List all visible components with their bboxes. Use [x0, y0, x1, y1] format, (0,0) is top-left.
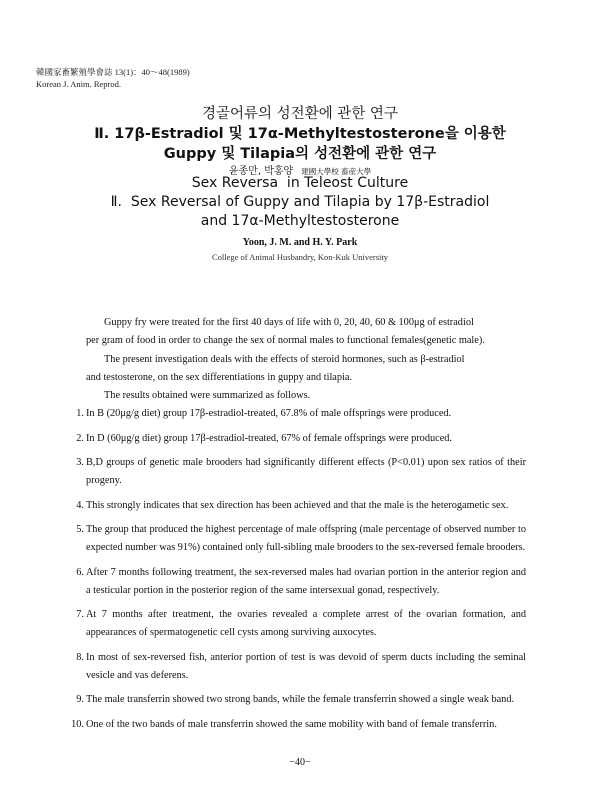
korean-title-line-1: 경골어류의 성전환에 관한 연구 [202, 106, 398, 122]
english-affiliation: College of Animal Husbandry, Kon-Kuk University [211, 252, 389, 262]
finding-item [76, 405, 526, 423]
finding-number: 2. [76, 432, 84, 444]
finding-text: The male transferrin showed two strong bands, while the female transferrin showed a single weak band. [86, 694, 515, 706]
english-title-line-2: Ⅱ. Sex Reversal of Guppy and Tilapia by 17β-Estradiol [110, 194, 490, 210]
korean-title-line-2: Ⅱ. 17β-Estradiol 및 17α-Methyltestosterone을 이용한 [94, 126, 506, 142]
finding-number: 7. [76, 609, 84, 621]
english-title-block [0, 174, 600, 264]
findings-list [71, 405, 526, 733]
finding-item [76, 564, 526, 601]
finding-number: 6. [76, 566, 84, 578]
finding-text: One of the two bands of male transferrin showed the same mobility with band of female transferrin. [86, 718, 497, 730]
finding-item [76, 606, 526, 643]
page-number: −40− [289, 757, 311, 768]
finding-text: After 7 months following treatment, the sex-reversed males had ovarian portion in the anterior region and a testicular portion in the posterior region of the same intersexual gonad, respectively. [86, 566, 526, 596]
korean-title-line-3: Guppy 및 Tilapia의 성전환에 관한 연구 [163, 146, 437, 162]
abstract-paragraph-1-line-2: per gram of food in order to change the sex of normal males to functional females(genetic male). [86, 335, 485, 347]
finding-item [76, 497, 526, 515]
finding-number: 1. [76, 408, 84, 420]
finding-number: 10. [71, 718, 84, 730]
abstract [71, 314, 526, 740]
finding-number: 3. [76, 457, 84, 469]
finding-text: At 7 months after treatment, the ovaries revealed a complete arrest of the ovarian formation, and appearances of spermatogenetic cell cysts among surviving auxocytes. [86, 609, 526, 639]
abstract-paragraph-3: The results obtained were summarized as follows. [104, 390, 311, 402]
journal-citation [36, 66, 190, 90]
finding-item [76, 691, 526, 709]
finding-item [71, 716, 526, 734]
finding-text: The group that produced the highest percentage of male offspring (male percentage of observed number to expected number was 91%) contained only full-sibling male brooders to the sex-reversed female brooders. [86, 523, 526, 554]
finding-text: In D (60μg/g diet) group 17β-estradiol-treated, 67% of female offsprings were produced. [86, 432, 452, 444]
finding-item [76, 430, 526, 448]
abstract-paragraph-2-line-2: and testosterone, on the sex differentiations in guppy and tilapia. [86, 371, 353, 383]
english-authors: Yoon, J. M. and H. Y. Park [242, 237, 358, 248]
korean-authors: 윤종만, 박홍양 [228, 166, 294, 177]
korean-title-block [0, 104, 600, 179]
finding-number: 9. [76, 694, 84, 706]
finding-text: In most of sex-reversed fish, anterior portion of test is was devoid of sperm ducts including the seminal vesicle and vas deferens. [86, 651, 526, 682]
finding-item [76, 649, 526, 686]
finding-item [76, 521, 526, 558]
finding-text: This strongly indicates that sex direction has been achieved and that the male is the heterogametic sex. [86, 499, 509, 511]
finding-number: 8. [76, 651, 84, 663]
journal-english-name: Korean J. Anim. Reprod. [36, 79, 121, 89]
korean-affiliation: 建國大學校 畜産大學 [301, 167, 372, 176]
finding-text: In B (20μg/g diet) group 17β-estradiol-treated, 67.8% of male offsprings were produced. [86, 408, 452, 420]
english-title-line-1: Sex Reversa in Teleost Culture [191, 175, 409, 191]
abstract-paragraph-2-line-1: The present investigation deals with the effects of steroid hormones, such as β-estradiol [104, 353, 465, 365]
english-title-line-3: and 17α-Methyltestosterone [200, 213, 400, 229]
journal-name: 韓國家畜繁殖學會誌 13(1)：40～48(1989) [36, 67, 190, 77]
finding-item [76, 454, 526, 491]
abstract-paragraph-1-line-1: Guppy fry were treated for the first 40 days of life with 0, 20, 40, 60 & 100μg of estradiol [104, 317, 474, 328]
finding-number: 5. [76, 523, 84, 535]
finding-text: B,D groups of genetic male brooders had significantly different effects (P<0.01) upon sex ratios of their progeny. [86, 457, 526, 487]
finding-number: 4. [76, 499, 84, 511]
